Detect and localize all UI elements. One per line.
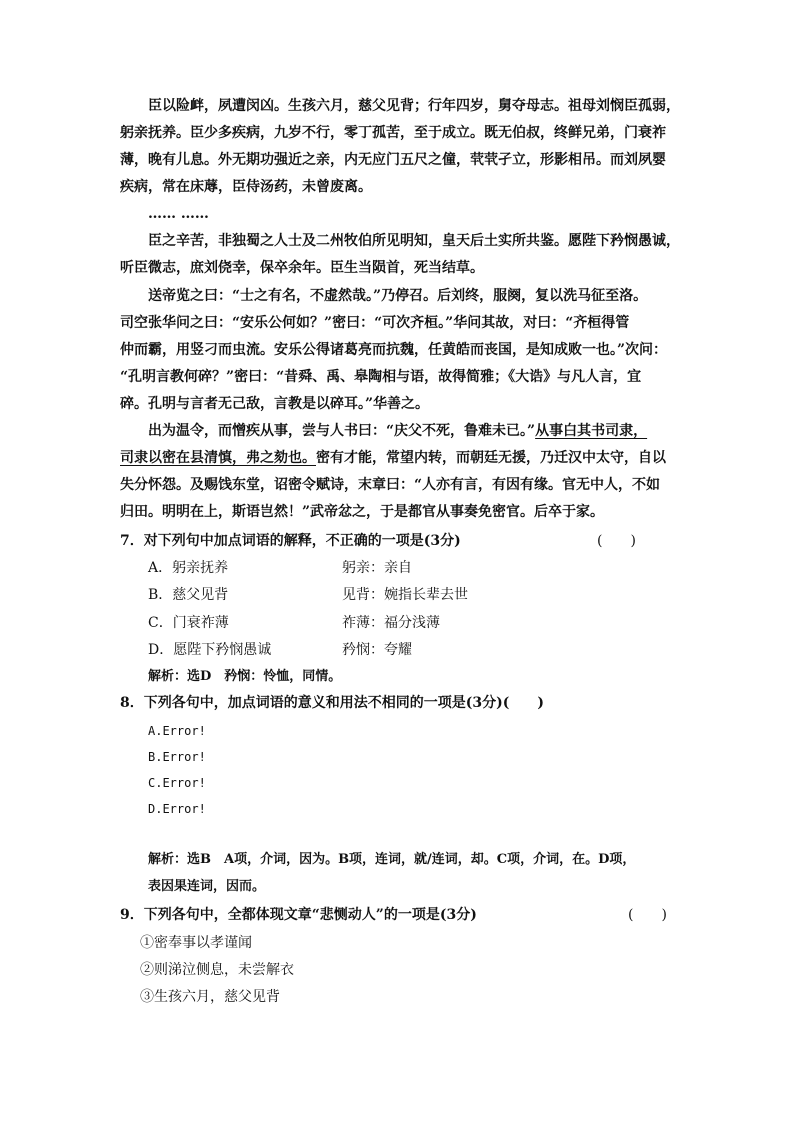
- list-item: ①密奉事以孝谨闻: [140, 935, 252, 951]
- passage-line: 臣之辛苦，非独蜀之人士及二州牧伯所见明知，皇天后土实所共鉴。愿陛下矜悯愚诚，: [148, 233, 680, 249]
- underlined-sentence: 司隶以密在县清慎，弗之劾也。: [120, 450, 316, 466]
- option-c-label: C．门衰祚薄: [148, 615, 229, 631]
- passage-line: 臣以险衅，夙遭闵凶。生孩六月，慈父见背；行年四岁，舅夺母志。祖母刘悯臣孤弱，: [148, 98, 680, 114]
- option-b-error: B.Error!: [148, 750, 206, 764]
- passage-line: 仲而霸，用竖刁而虫流。安乐公得诸葛亮而抗魏，任黄皓而丧国，是知成败一也。”次问：: [120, 342, 668, 358]
- option-a-error: A.Error!: [148, 724, 206, 738]
- passage-line: 失分怀怨。及赐饯东堂，诏密令赋诗，末章曰：“人亦有言，有因有缘。官无中人，不如: [120, 477, 661, 493]
- passage-line: [148, 421, 676, 441]
- question-8-stem: 8．下列各句中，加点词语的意义和用法不相同的一项是(3分)( ): [120, 695, 544, 711]
- option-b-gloss: 见背：婉指长辈去世: [342, 587, 468, 603]
- passage-line: 送帝览之曰：“士之有名，不虚然哉。”乃停召。后刘终，服阕，复以洗马征至洛。: [148, 288, 648, 304]
- question-9-stem: 9．下列各句中，全都体现文章“悲恻动人”的一项是(3分): [120, 907, 477, 923]
- passage-line: 归田。明明在上，斯语岂然！”武帝忿之，于是都官从事奏免密官。后卒于家。: [120, 504, 605, 520]
- question-7-answer: 解析：选D 矜悯：怜恤，同情。: [148, 669, 342, 684]
- passage-text: 密有才能，常望内转，而朝廷无援，乃迁汉中太守，自以: [316, 450, 666, 466]
- option-c-error: C.Error!: [148, 776, 206, 790]
- answer-blank: ( ): [597, 533, 636, 549]
- ellipsis: …… ……: [148, 206, 209, 222]
- passage-line: 碎。孔明与言者无己敌，言教是以碎耳。”华善之。: [120, 396, 430, 412]
- option-d-label: D．愿陛下矜悯愚诚: [148, 642, 272, 658]
- passage-line: [120, 448, 676, 468]
- option-a-gloss: 躬亲：亲自: [342, 560, 412, 576]
- passage-line: 疾病，常在床蓐，臣侍汤药，未曾废离。: [120, 179, 372, 195]
- option-d-gloss: 矜悯：夸耀: [342, 642, 412, 658]
- option-d-error: D.Error!: [148, 802, 206, 816]
- underlined-sentence: 从事白其书司隶，: [535, 423, 648, 439]
- question-8-answer: 解析：选B A项，介词，因为。B项，连词，就/连词，却。C项，介词，在。D项，: [148, 852, 636, 867]
- list-item: ③生孩六月，慈父见背: [140, 989, 280, 1005]
- passage-line: 司空张华问之曰：“安乐公何如？”密曰：“可次齐桓。”华问其故，对曰：“齐桓得管: [120, 315, 630, 331]
- passage-line: 听臣微志，庶刘侥幸，保卒余年。臣生当陨首，死当结草。: [120, 260, 484, 276]
- list-item: ②则涕泣侧息，未尝解衣: [140, 962, 294, 978]
- question-8-answer: 表因果连词，因而。: [148, 879, 266, 894]
- answer-blank: ( ): [628, 907, 667, 923]
- passage-line: 躬亲抚养。臣少多疾病，九岁不行，零丁孤苦，至于成立。既无伯叔，终鲜兄弟，门衰祚: [120, 125, 666, 141]
- option-c-gloss: 祚薄：福分浅薄: [342, 615, 440, 631]
- passage-line: “孔明言教何碎？”密曰：“昔舜、禹、皋陶相与语，故得简雅；《大诰》与凡人言，宜: [120, 369, 642, 385]
- passage-line: 薄，晚有儿息。外无期功强近之亲，内无应门五尺之僮，茕茕孑立，形影相吊。而刘夙婴: [120, 152, 666, 168]
- option-b-label: B．慈父见背: [148, 587, 229, 603]
- question-7-stem: 7．对下列句中加点词语的解释，不正确的一项是(3分): [120, 533, 461, 549]
- passage-text: 出为温令，而憎疾从事，尝与人书曰：“庆父不死，鲁难未已。”: [148, 423, 536, 439]
- option-a-label: A．躬亲抚养: [148, 560, 229, 576]
